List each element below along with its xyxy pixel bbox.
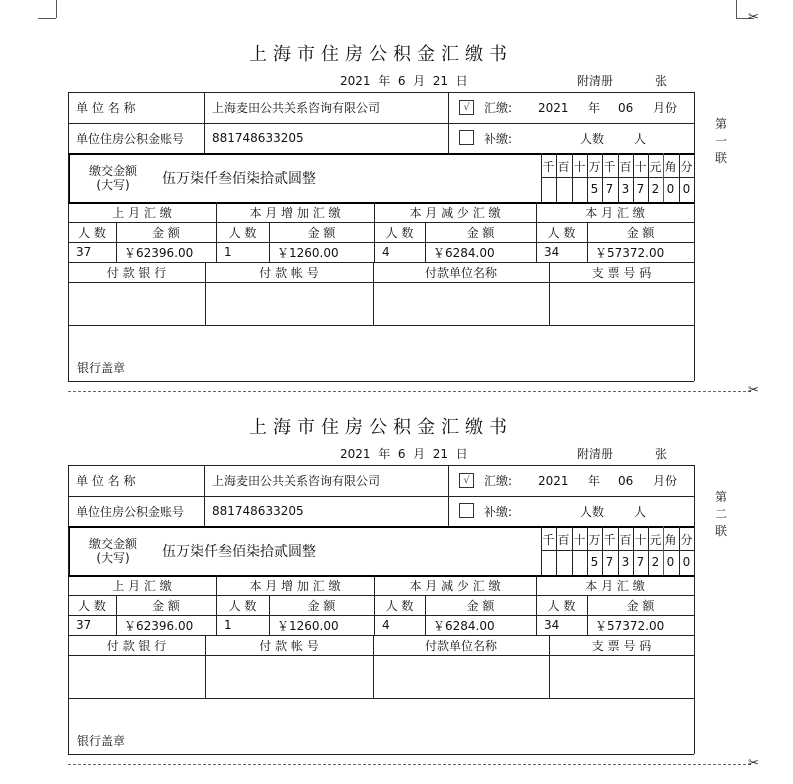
form-date: 2021 年 6 月 21 日 [340,447,468,461]
remit-month: 06 [618,473,634,488]
remit-month: 06 [618,100,634,115]
remit-checkbox[interactable]: √ [459,100,474,115]
digit-value: 7 [605,555,614,569]
amount-col-header: 金 额 [152,225,180,240]
payment-header: 付 款 银 行 [106,638,167,653]
payment-field[interactable] [205,282,373,325]
table-rule-v [694,92,695,381]
table-rule-h [68,325,694,326]
payment-field[interactable] [549,655,694,698]
amount-value: ￥6284.00 [433,618,495,633]
amount-col-header: 金 额 [466,598,495,613]
digit-header: 元 [649,160,662,174]
digit-header: 十 [634,533,647,547]
digit-value: 2 [651,182,660,196]
supplement-people-label: 人数 [580,131,605,146]
digit-header: 百 [619,533,632,547]
people-col-header: 人 数 [78,598,106,613]
account-label: 单位住房公积金账号 [76,131,185,146]
digit-header: 百 [619,160,632,174]
remit-year: 2021 [538,100,569,115]
payment-header: 支 票 号 码 [591,265,652,280]
amount-value: ￥1260.00 [277,618,339,633]
supplement-checkbox[interactable] [459,130,474,145]
people-col-header: 人 数 [547,225,576,240]
payment-header: 付 款 银 行 [106,265,167,280]
table-rule-v [448,92,449,153]
digit-header: 角 [664,160,677,174]
digit-value: 3 [621,182,630,196]
supplement-label: 补缴: [484,504,513,519]
payment-field[interactable] [373,282,549,325]
payment-header: 付款单位名称 [424,265,497,280]
bank-stamp-label: 银行盖章 [77,360,126,375]
form-title: 上海市住房公积金汇缴书 [249,44,513,65]
remit-year: 2021 [538,473,569,488]
scissors-icon: ✂ [748,10,759,25]
payment-header: 支 票 号 码 [591,638,652,653]
people-value: 4 [382,618,390,632]
table-rule-h [68,754,694,755]
digit-value: 2 [651,555,660,569]
copy-label: 第 一 联 [714,117,727,165]
digit-header: 分 [680,160,693,174]
digit-header: 千 [542,160,555,174]
attachment-count: 附清册 张 [577,447,668,461]
payment-header: 付 款 帐 号 [259,638,319,653]
unit-name-label: 单 位 名 称 [76,474,136,488]
section-header: 上 月 汇 缴 [112,205,172,220]
section-header: 本 月 汇 缴 [585,578,645,593]
amount-value: ￥57372.00 [595,245,665,260]
amount-col-header: 金 额 [626,598,655,613]
digit-value: 5 [590,182,599,196]
payment-field[interactable] [68,655,205,698]
digit-value: 5 [590,555,599,569]
digit-header: 千 [542,533,555,547]
form-title: 上海市住房公积金汇缴书 [249,417,513,438]
supplement-people-label: 人数 [580,504,605,519]
table-rule-v [694,153,695,202]
people-col-header: 人 数 [78,225,106,240]
account-label: 单位住房公积金账号 [76,504,185,519]
amount-in-words: 伍万柒仟叁佰柒拾贰圆整 [162,170,316,187]
remit-label: 汇缴: [484,101,513,115]
section-header: 本 月 增 加 汇 缴 [249,578,341,593]
table-rule-v [694,526,695,575]
amount-col-header: 金 额 [466,225,495,240]
copy-label: 第 二 联 [714,490,727,538]
digit-header: 千 [603,160,616,174]
people-value: 37 [76,618,92,632]
remit-month-char: 月份 [653,101,678,115]
digit-value: 0 [682,555,691,569]
supplement-checkbox[interactable] [459,503,474,518]
digit-header: 千 [603,533,616,547]
digit-value: 0 [666,182,675,196]
payment-header: 付款单位名称 [424,638,497,653]
remittance-form-copy-2 [68,373,727,764]
payment-field[interactable] [205,655,373,698]
corner-mark-left-h [38,18,56,20]
supplement-people-unit: 人 [634,131,647,146]
digit-header: 百 [557,533,570,547]
digit-header: 百 [557,160,570,174]
remittance-form-copy-1 [68,0,727,391]
people-value: 34 [544,245,560,259]
attachment-count: 附清册 张 [577,74,668,88]
people-col-header: 人 数 [385,225,414,240]
section-header: 本 月 汇 缴 [585,205,645,220]
digit-value: 0 [682,182,691,196]
corner-mark-right [736,0,738,18]
amount-value: ￥57372.00 [595,618,665,633]
account-number: 881748633205 [212,131,304,145]
amount-value: ￥6284.00 [433,245,495,260]
supplement-label: 补缴: [484,131,513,146]
section-header: 本 月 增 加 汇 缴 [249,205,341,220]
remit-year-char: 年 [588,474,601,488]
corner-mark-left [56,0,58,18]
unit-name: 上海麦田公共关系咨询有限公司 [212,474,381,488]
digit-header: 万 [588,533,601,547]
digit-header: 十 [634,160,647,174]
digit-value: 3 [621,555,630,569]
table-rule-v [694,465,695,754]
remit-month-char: 月份 [653,474,678,488]
amount-value: ￥62396.00 [124,618,194,633]
remit-label: 汇缴: [484,474,513,488]
amount-col-header: 金 额 [307,225,336,240]
digit-value: 7 [636,555,645,569]
digit-value: 0 [666,555,675,569]
remit-checkbox[interactable]: √ [459,473,474,488]
unit-name: 上海麦田公共关系咨询有限公司 [212,101,381,115]
account-number: 881748633205 [212,504,304,518]
people-col-header: 人 数 [228,598,257,613]
amount-value: ￥1260.00 [277,245,339,260]
remit-year-char: 年 [588,101,601,115]
digit-header: 万 [588,160,601,174]
section-header: 本 月 减 少 汇 缴 [409,205,501,220]
amount-in-words: 伍万柒仟叁佰柒拾贰圆整 [162,543,316,560]
section-header: 本 月 减 少 汇 缴 [409,578,501,593]
amount-col-header: 金 额 [152,598,180,613]
people-value: 1 [224,245,232,259]
digit-header: 十 [573,533,586,547]
payment-field[interactable] [549,282,694,325]
digit-value: 7 [636,182,645,196]
table-rule-h [68,698,694,699]
section-header: 上 月 汇 缴 [112,578,172,593]
cut-line-bottom [68,764,751,765]
digit-header: 元 [649,533,662,547]
people-col-header: 人 数 [385,598,414,613]
table-rule-v [448,465,449,526]
people-value: 4 [382,245,390,259]
amount-value: ￥62396.00 [124,245,194,260]
payment-header: 付 款 帐 号 [259,265,319,280]
people-value: 1 [224,618,232,632]
amount-label: 缴交金额 (大写) [88,536,137,565]
payment-field[interactable] [68,282,205,325]
supplement-people-unit: 人 [634,504,647,519]
amount-col-header: 金 额 [626,225,655,240]
people-value: 34 [544,618,560,632]
unit-name-label: 单 位 名 称 [76,101,136,115]
scissors-icon: ✂ [748,383,759,398]
digit-header: 十 [573,160,586,174]
amount-col-header: 金 额 [307,598,336,613]
amount-label: 缴交金额 (大写) [88,163,137,192]
people-value: 37 [76,245,92,259]
payment-field[interactable] [373,655,549,698]
people-col-header: 人 数 [228,225,257,240]
form-date: 2021 年 6 月 21 日 [340,74,468,88]
digit-header: 角 [664,533,677,547]
digit-value: 7 [605,182,614,196]
people-col-header: 人 数 [547,598,576,613]
digit-header: 分 [680,533,693,547]
bank-stamp-label: 银行盖章 [77,733,126,748]
scissors-icon: ✂ [748,756,759,771]
